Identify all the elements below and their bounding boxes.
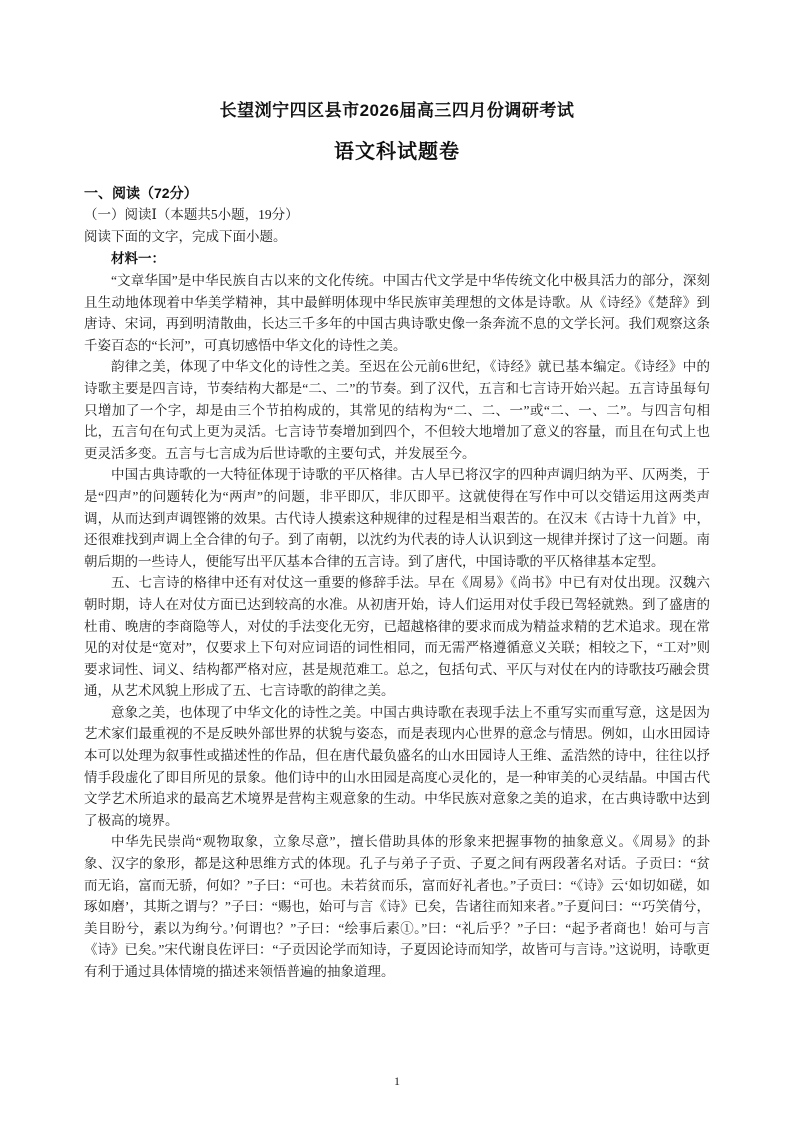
reading-instruction: 阅读下面的文字，完成下面小题。 bbox=[84, 229, 287, 244]
subsection-heading-reading-one: （一）阅读Ⅰ（本题共5小题，19分） bbox=[84, 207, 299, 222]
material-paragraph-3: 中国古典诗歌的一大特征体现于诗歌的平仄格律。古人早已将汉字的四种声调归纳为平、仄两类，于是“四声”的问题转化为“两声”的问题，非平即仄，非仄即平。这就使得在写作中可以交错运用这两类声调，从而达到声调铿锵的效果。古代诗人摸索这种规律的过程是相当艰苦的。在汉末《古诗十九首》中，还很难找到声调上全合律的句子。到了南朝，以沈约为代表的诗人认识到这一规律并探讨了这一问题。南朝后期的一些诗人，便能写出平仄基本合律的五言诗。到了唐代，中国诗歌的平仄格律基本定型。 bbox=[84, 467, 710, 569]
material-paragraph-2: 韵律之美，体现了中华文化的诗性之美。至迟在公元前6世纪，《诗经》就已基本编定。《诗经》中的诗歌主要是四言诗，节奏结构大都是“二、二”的节奏。到了汉代，五言和七言诗开始兴起。五言诗虽每句只增加了一个字，却是由三个节拍构成的，其常见的结构为“二、二、一”或“二、一、二”。与四言句相比，五言句在句式上更为灵活。七言诗节奏增加到四个，不但较大地增加了意义的容量，而且在句式上也更灵活多变。五言与七言成为后世诗歌的主要句式，并发展至今。 bbox=[84, 359, 710, 461]
page-number: 1 bbox=[394, 1074, 400, 1088]
material-paragraph-4: 五、七言诗的格律中还有对仗这一重要的修辞手法。早在《周易》《尚书》中已有对仗出现。汉魏六朝时期，诗人在对仗方面已达到较高的水准。从初唐开始，诗人们运用对仗手段已驾轻就熟。到了盛唐的杜甫、晚唐的李商隐等人，对仗的手法变化无穷，已超越格律的要求而成为精益求精的艺术追求。现在常见的对仗是“宽对”，仅要求上下句对应词语的词性相同，而无需严格遵循意义关联；相较之下，“工对”则要求词性、词义、结构都严格对应，甚是规范难工。总之，包括句式、平仄与对仗在内的诗歌技巧融会贯通，从艺术风貌上形成了五、七言诗歌的韵律之美。 bbox=[84, 575, 710, 699]
material-paragraph-6: 中华先民崇尚“观物取象，立象尽意”，擅长借助具体的形象来把握事物的抽象意义。《周易》的卦象、汉字的象形，都是这种思维方式的体现。孔子与弟子子贡、子夏之间有两段著名对话。子贡曰：“贫而无谄，富而无骄，何如？”子曰：“可也。未若贫而乐，富而好礼者也。”子贡曰：“《诗》云‘如切如磋，如琢如磨’，其斯之谓与？”子曰：“赐也，始可与言《诗》已矣，告诸往而知来者。”子夏问曰：“‘巧笑倩兮，美目盼兮，素以为绚兮。’何谓也？”子曰：“绘事后素①。”曰：“礼后乎？”子曰：“起予者商也！始可与言《诗》已矣。”宋代谢良佐评曰：“子贡因论学而知诗，子夏因论诗而知学，故皆可与言诗。”这说明，诗歌更有利于通过具体情境的描述来领悟普遍的抽象道理。 bbox=[84, 834, 710, 979]
exam-title: 长望浏宁四区县市2026届高三四月份调研考试 bbox=[219, 101, 575, 120]
exam-subtitle: 语文科试题卷 bbox=[334, 141, 460, 163]
material-paragraph-1: “文章华国”是中华民族自古以来的文化传统。中国古代文学是中华传统文化中极具活力的部分，深刻且生动地体现着中华美学精神，其中最鲜明体现中华民族审美理想的文体是诗歌。从《诗经》《楚辞》到唐诗、宋词，再到明清散曲，长达三千多年的中国古典诗歌史像一条奔流不息的文学长河。我们观察这条千姿百态的“长河”，可真切感悟中华文化的诗性之美。 bbox=[84, 273, 710, 353]
material-paragraph-5: 意象之美，也体现了中华文化的诗性之美。中国古典诗歌在表现手法上不重写实而重写意，这是因为艺术家们最重视的不是反映外部世界的状貌与姿态，而是表现内心世界的意念与情思。例如，山水田园诗本可以处理为叙事性或描述性的作品，但在唐代最负盛名的山水田园诗人王维、孟浩然的诗中，往往以抒情手段虚化了即目所见的景象。他们诗中的山水田园是高度心灵化的，是一种审美的心灵结晶。中国古代文学艺术所追求的最高艺术境界是营构主观意象的生动。中华民族对意象之美的追求，在古典诗歌中达到了极高的境界。 bbox=[84, 704, 710, 828]
section-heading-reading: 一、阅读（72分） bbox=[84, 185, 198, 201]
material-one-label: 材料一： bbox=[111, 251, 165, 266]
